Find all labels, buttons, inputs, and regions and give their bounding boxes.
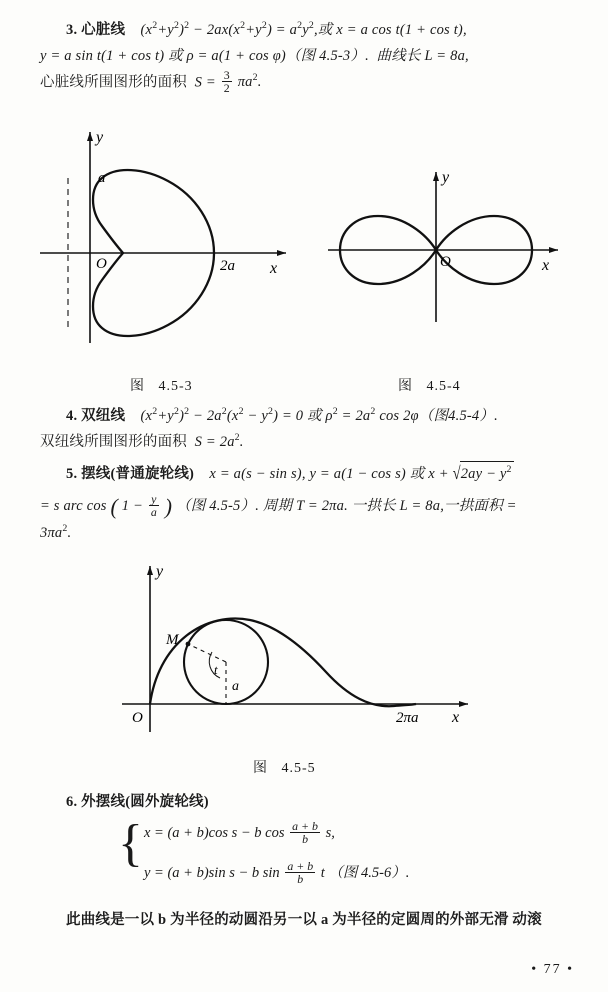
caption-label: 图 [253,761,268,776]
fraction-y-over-a [149,493,159,519]
section-4-number: 4. [66,408,78,424]
section-4-line-1 [40,404,585,429]
section-6-number: 6. [66,794,78,810]
section-5-title: 摆线(普通旋轮线) [81,466,195,482]
section-3-line-3: 心脏线所围图形的面积 S = $\frac{3}{2}$ $\pi a^2$. [40,68,262,96]
section-3-line-2: y = a sin t(1 + cos t) 或 ρ = a(1 + cos φ)（图 4.5-3）. 曲线长 L = 8a, [40,48,469,64]
caption-label: 图 [398,379,413,394]
fig454-origin-label: O [440,254,451,270]
fraction-denominator: b [302,832,308,847]
point-M-dot [186,642,191,647]
fraction-numerator: y [149,493,159,506]
section-3-area-unit: $\pi a^2$. [237,72,262,91]
section-4-title: 双纽线 [81,408,126,424]
figure-454 [318,150,568,340]
cycloid-curve [150,619,416,707]
figure-453-caption [130,375,193,395]
section-3-area-text: 心脏线所围图形的面积 [40,74,187,91]
section-6-final-line [40,908,588,933]
section-4-formula: $(x^2+y^2)^2 - 2a^2(x^2 - y^2) = 0$ 或 $\rho^2 = 2a^2$ cos 2φ（图4.5-4）. [129,406,498,424]
section-5-number: 5. [66,466,78,482]
fig455-M-label: M [166,632,179,648]
section-4-line-2: 双纽线所围图形的面积 $S = 2a^2$. [40,432,244,450]
figure-453 [28,118,298,358]
equation-x: x = (a + b)cos s − b cos $\frac{a + b}{b}$ s, [144,818,335,847]
fig454-x-label: x [542,257,550,274]
fig455-origin-label: O [132,710,143,726]
fraction-a-plus-b-over-b [290,820,320,846]
equation-y: y = (a + b)sin s − b sin $\frac{a + b}{b}$ t （图 4.5-6）. [144,858,410,887]
caption-number: 4.5-5 [281,761,316,776]
fig453-y-label: y [96,129,104,146]
fraction-denominator: 2 [223,81,230,96]
left-brace: { [118,815,143,872]
fig453-origin-label: O [96,256,107,272]
section-5-formula-1: x = a(s − sin s), y = a(1 − cos s) 或 $x + √2ay - y^2$ [198,466,514,482]
fig453-2a-label: 2a [220,258,235,274]
fraction-3-over-2 [222,69,232,95]
section-3-formula-1: $(x^2+y^2)^2 - 2ax(x^2+y^2) = a^2y^2$,或 x = a cos t(1 + cos t), [129,20,467,38]
section-5-line-1 [40,461,585,487]
fig453-a-label: a [98,170,106,186]
caption-label: 图 [130,379,145,394]
radius-to-M [188,644,226,662]
section-3-number: 3. [66,22,78,38]
page-number: • 77 • [531,962,574,977]
caption-number: 4.5-4 [426,379,461,394]
fraction-denominator: a [150,505,157,520]
fig455-a-label: a [232,679,239,694]
figure-455-caption [253,757,316,777]
section-3-title: 心脏线 [81,22,126,38]
section-5-line-2: = s arc cos ( 1 − $\frac{y}{a}$ ) （图 4.5-5）. 周期 T = 2πa. 一拱长 L = 8a,一拱面积 = [40,491,517,520]
fraction-numerator: a + b [292,818,318,833]
section-5-formula-2: （图 4.5-5）. 周期 T = 2πa. 一拱长 L = 8a,一拱面积 = [176,498,517,514]
section-6-description: 此曲线是一以 b 为半径的动圆沿另一以 a 为半径的定圆周的外部无滑 动滚 [66,912,542,928]
section-6-equation-system [118,816,558,896]
fig455-y-label: y [156,563,164,580]
fig455-x-label: x [452,709,460,726]
caption-number: 4.5-3 [158,379,193,394]
fraction-a-plus-b-over-b-2 [285,860,315,886]
fraction-numerator: 3 [223,68,230,82]
fraction-denominator: b [297,872,304,887]
section-6-line-1 [40,790,585,815]
figure-455 [108,556,488,746]
fig453-x-label: x [270,260,278,277]
fig455-2pia-label: 2πa [396,710,419,726]
figure-454-caption [398,375,461,395]
section-4-area-text: 双纽线所围图形的面积 [40,434,187,450]
section-6-title: 外摆线(圆外旋轮线) [81,794,209,810]
fraction-numerator: a + b [287,858,314,873]
section-5-line-3: $3\pi a^2$. [40,523,72,541]
fig455-t-label: t [214,662,218,677]
fig454-y-label: y [442,169,450,186]
section-3-line-1 [40,18,580,43]
